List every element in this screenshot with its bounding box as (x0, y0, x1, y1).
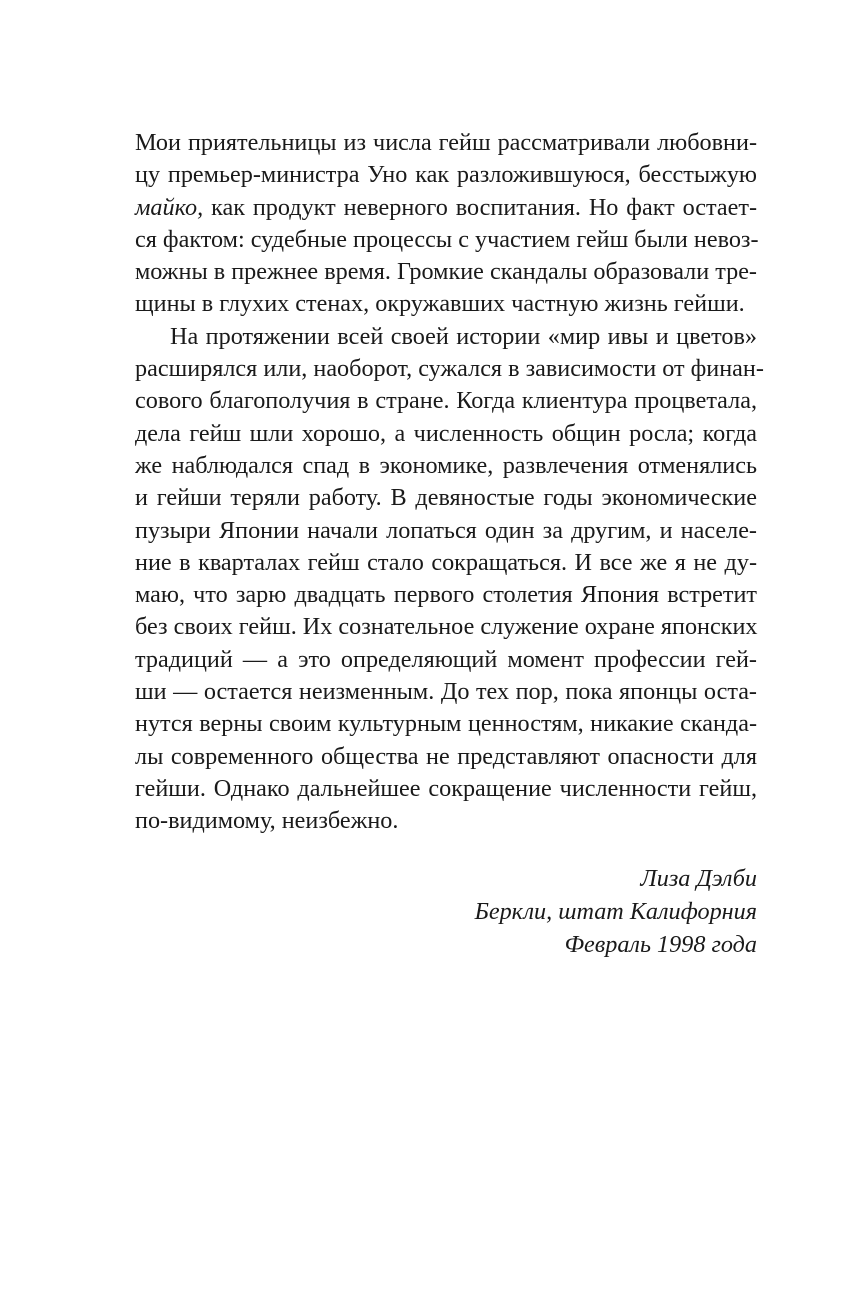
text-line: же наблюдался спад в экономике, развлечения отменялись (135, 451, 757, 479)
paragraph-2 (135, 321, 764, 838)
text-line-rest: как продукт неверного воспитания. Но факт остает- (211, 193, 757, 221)
text-line: нутся верны своим культурным ценностям, никакие сканда- (135, 710, 757, 738)
text-line: пузыри Японии начали лопаться один за другим, и населе- (135, 516, 757, 544)
paragraph-1 (135, 127, 757, 321)
text-line: гейши. Однако дальнейшее сокращение численности гейш, (135, 774, 757, 802)
text-line: ние в кварталах гейш стало сокращаться. И все же я не ду- (135, 548, 757, 576)
text-line: без своих гейш. Их сознательное служение охране японских (135, 613, 758, 641)
text-line: маю, что зарю двадцать первого столетия Япония встретит (135, 581, 757, 609)
italic-term: майко, (135, 193, 204, 221)
text-line: ши — остается неизменным. До тех пор, пока японцы оста- (135, 678, 757, 706)
text-line: На протяжении всей своей истории «мир ивы и цветов» (170, 322, 757, 350)
signature-place: Беркли, штат Калифорния (474, 898, 757, 925)
text-line: по-видимому, неизбежно. (135, 807, 399, 835)
text-line: сового благополучия в стране. Когда клиентура процветала, (135, 387, 757, 415)
signature-block (475, 862, 757, 961)
author-name: Лиза Дэлби (640, 865, 757, 892)
text-line: расширялся или, наоборот, сужался в зависимости от финан- (135, 355, 764, 383)
body-text (135, 127, 764, 838)
text-line: можны в прежнее время. Громкие скандалы образовали тре- (135, 258, 757, 286)
text-line (135, 192, 757, 224)
text-line: дела гейш шли хорошо, а численность общин росла; когда (135, 419, 757, 447)
signature-date: Февраль 1998 года (564, 931, 757, 958)
text-line: и гейши теряли работу. В девяностые годы экономические (135, 484, 757, 512)
text-line: Мои приятельницы из числа гейш рассматривали любовни- (135, 129, 757, 156)
text-line: ся фактом: судебные процессы с участием гейш были невоз- (135, 225, 759, 253)
text-line: цу премьер-министра Уно как разложившуюся, бесстыжую (135, 161, 757, 189)
text-line: лы современного общества не представляют опасности для (135, 742, 757, 770)
text-line: щины в глухих стенах, окружавших частную жизнь гейши. (135, 290, 745, 318)
text-line: традиций — а это определяющий момент профессии гей- (135, 645, 757, 673)
